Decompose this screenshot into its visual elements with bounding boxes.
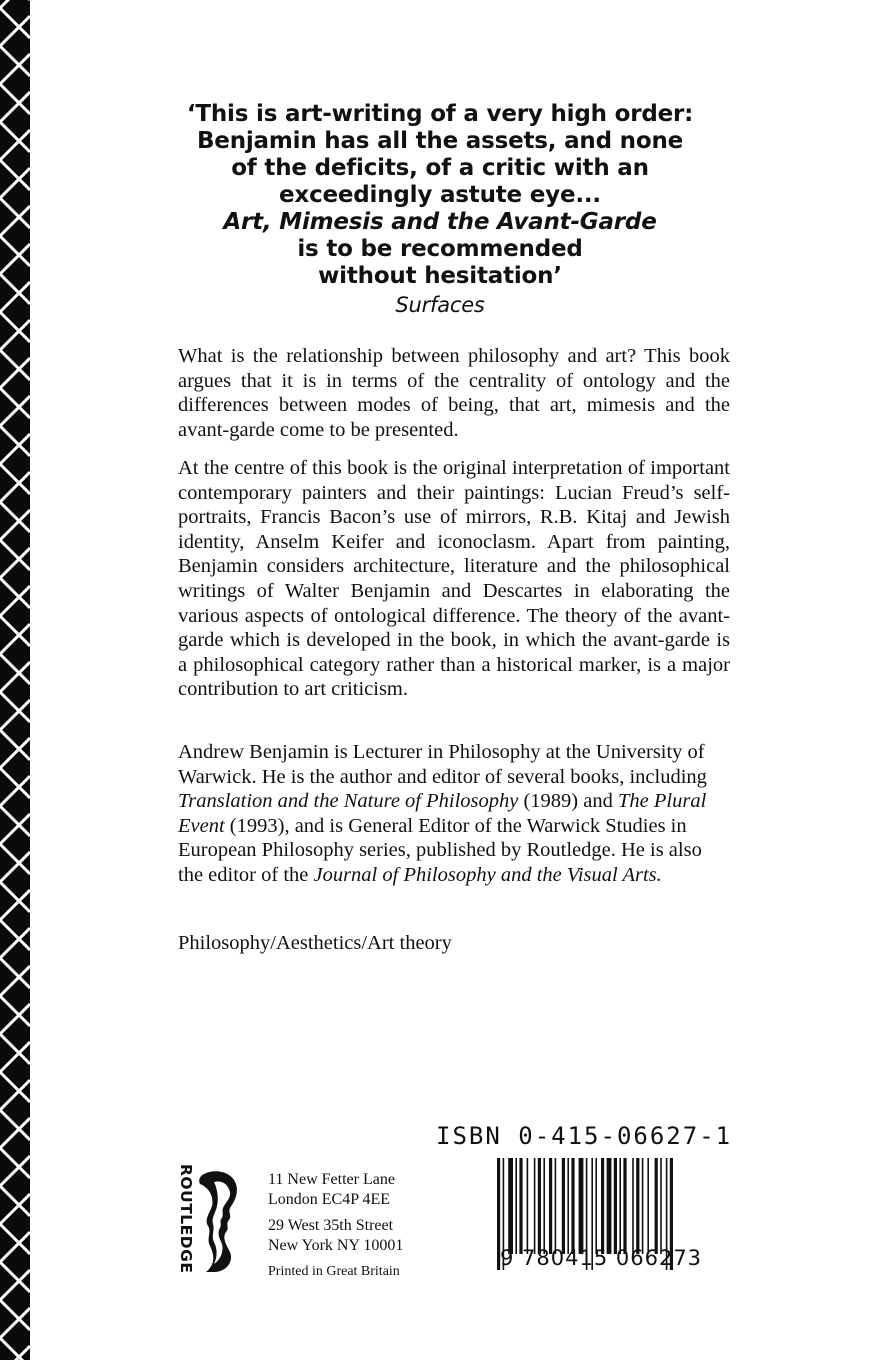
- address-line: London EC4P 4EE: [268, 1191, 391, 1208]
- printed-in: Printed in Great Britain: [268, 1264, 400, 1279]
- barcode-bar: [636, 1158, 639, 1254]
- author-bio: [178, 740, 718, 888]
- bio-journal-title: Journal of Philosophy and the Visual Arts.: [313, 863, 662, 886]
- barcode-number: 9 780415 066273: [500, 1246, 703, 1270]
- quote-line: ‘This is art-writing of a very high order:: [186, 101, 694, 127]
- address-line: 29 West 35th Street: [268, 1217, 394, 1234]
- quote-line: is to be recommended: [297, 236, 583, 262]
- barcode-bar: [534, 1158, 536, 1254]
- description-paragraph-2: At the centre of this book is the original interpretation of important contemporary painters and their paintings: Lucian Freud’s self-portraits, Francis Bacon’s use of mirrors, R.B. Kitaj and Jewish identity, Anselm Keifer and iconoclasm. Apart from painting, Benjamin considers architecture, literature and the philosophical writings of Walter Benjamin and Descartes in elaborating the various aspects of ontological difference. The theory of the avant-garde which is developed in the book, in which the avant-garde is a philosophical category rather than a historical marker, is a major contribution to art criticism.: [178, 457, 730, 701]
- bio-text: (1993), and is General Editor of the Warwick Studies in European Philosophy series, published by Routledge. He is also the editor of the: [178, 814, 702, 886]
- quote-line: of the deficits, of a critic with an: [231, 155, 649, 181]
- subject-category: Philosophy/Aesthetics/Art theory: [178, 932, 452, 954]
- bio-text: Andrew Benjamin is Lecturer in Philosophy at the University of Warwick. He is the author and editor of several books, including: [178, 741, 707, 788]
- barcode-bar: [515, 1158, 517, 1254]
- barcode-bar: [614, 1158, 617, 1254]
- isbn-label: ISBN 0-415-06627-1: [436, 1122, 733, 1150]
- barcode-bar: [607, 1158, 612, 1254]
- bio-book-title: Translation and the Nature of Philosophy: [178, 790, 519, 813]
- publisher-address: [268, 1170, 403, 1282]
- barcode-bar: [623, 1158, 626, 1254]
- barcode-bar: [519, 1158, 522, 1254]
- quote-line: Benjamin has all the assets, and none: [196, 128, 684, 154]
- barcode-bar: [642, 1158, 644, 1254]
- bio-text: (1989) and: [518, 790, 618, 813]
- barcode-bar: [660, 1158, 662, 1254]
- address-line: 11 New Fetter Lane: [268, 1171, 395, 1188]
- barcode-bar: [567, 1158, 569, 1254]
- barcode-bar: [543, 1158, 545, 1254]
- quote-source: Surfaces: [395, 293, 485, 317]
- barcode-bar: [655, 1158, 658, 1254]
- barcode-bar: [571, 1158, 574, 1254]
- barcode-bar: [632, 1158, 634, 1254]
- barcode-bar: [647, 1158, 649, 1254]
- barcode-bar: [562, 1158, 565, 1254]
- decorative-border-strip: [0, 0, 30, 1360]
- quote-line: without hesitation’: [318, 263, 562, 289]
- barcode-bar: [549, 1158, 552, 1254]
- barcode-bar: [595, 1158, 597, 1254]
- review-quote: [150, 101, 730, 320]
- barcode-bar: [601, 1158, 604, 1254]
- bio-book-title: The Plural Event: [178, 790, 707, 837]
- address-line: New York NY 10001: [268, 1237, 404, 1254]
- quote-line-book-title: Art, Mimesis and the Avant-Garde: [223, 209, 657, 235]
- barcode-bar: [619, 1158, 621, 1254]
- barcode-bar: [555, 1158, 557, 1254]
- barcode-bar: [527, 1158, 529, 1254]
- publisher-name: ROUTLEDGE: [177, 1164, 195, 1274]
- barcode-bar: [579, 1158, 584, 1254]
- quote-line: exceedingly astute eye...: [279, 182, 601, 208]
- barcode-bar: [508, 1158, 513, 1254]
- description-paragraph-1: What is the relationship between philosophy and art? This book argues that it is in terms of the centrality of ontology and the differences between modes of being, that art, mimesis and the avant-garde come to be presented.: [178, 345, 730, 441]
- barcode-bar: [538, 1158, 541, 1254]
- routledge-logo: [170, 1162, 250, 1282]
